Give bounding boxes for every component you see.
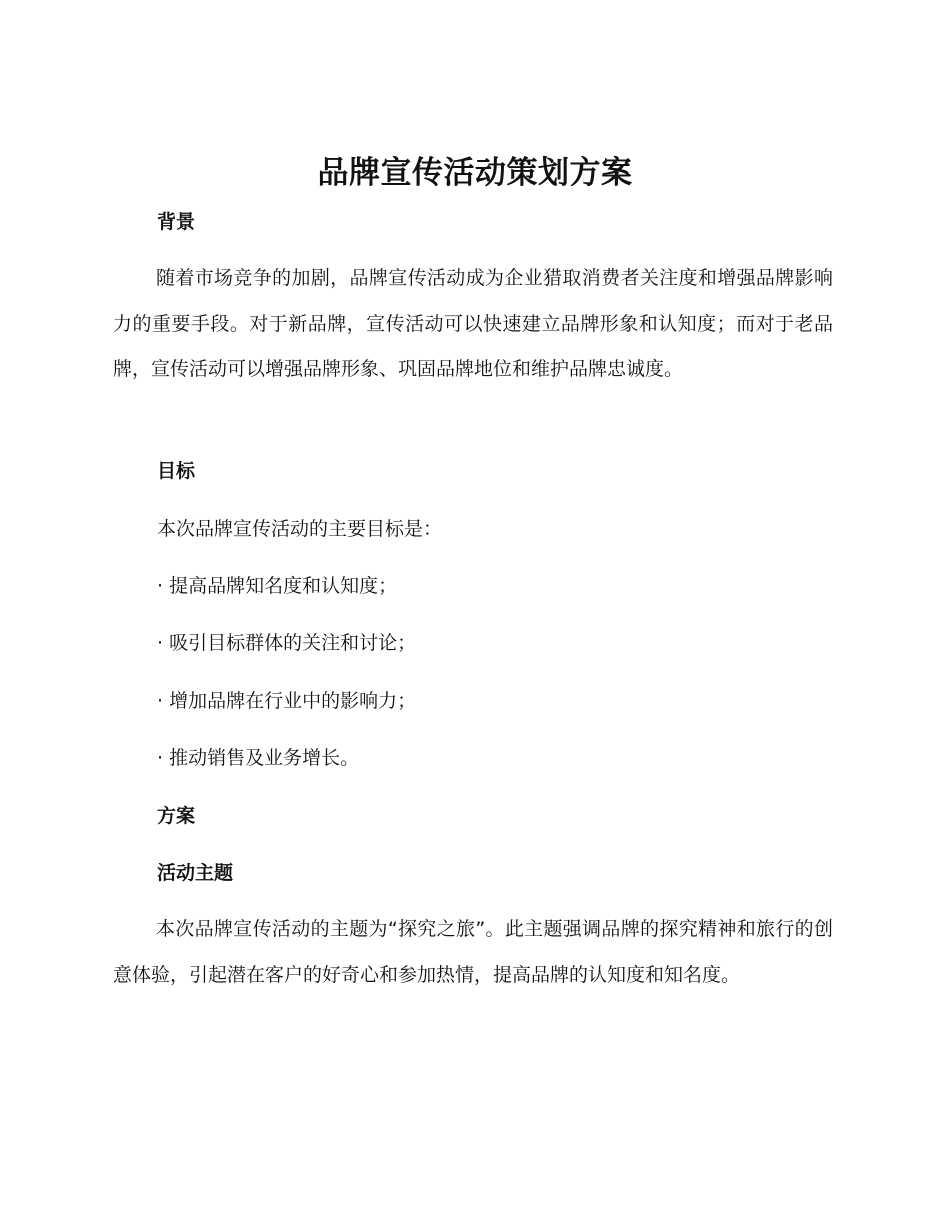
goals-intro: 本次品牌宣传活动的主要目标是： — [157, 518, 443, 540]
document-title: 品牌宣传活动策划方案 — [317, 155, 633, 191]
section-heading-goals: 目标 — [157, 460, 196, 482]
section-heading-background: 背景 — [157, 211, 196, 233]
section-heading-plan: 方案 — [157, 805, 196, 827]
goal-list-item: · 推动销售及业务增长。 — [157, 747, 360, 769]
subheading-activity-theme: 活动主题 — [157, 862, 234, 884]
goal-list-item: · 吸引目标群体的关注和讨论； — [157, 632, 417, 654]
goal-list-item: · 提高品牌知名度和认知度； — [157, 575, 398, 597]
plan-paragraph: 本次品牌宣传活动的主题为“探究之旅”。此主题强调品牌的探究精神和旅行的创意体验，引起潜在客户的好奇心和参加热情，提高品牌的认知度和知名度。 — [113, 918, 833, 986]
background-paragraph: 随着市场竞争的加剧，品牌宣传活动成为企业猎取消费者关注度和增强品牌影响力的重要手段。对于新品牌，宣传活动可以快速建立品牌形象和认知度；而对于老品牌，宣传活动可以增强品牌形象、巩固品牌地位和维护品牌忠诚度。 — [113, 267, 833, 380]
goal-list-item: · 增加品牌在行业中的影响力； — [157, 690, 417, 712]
